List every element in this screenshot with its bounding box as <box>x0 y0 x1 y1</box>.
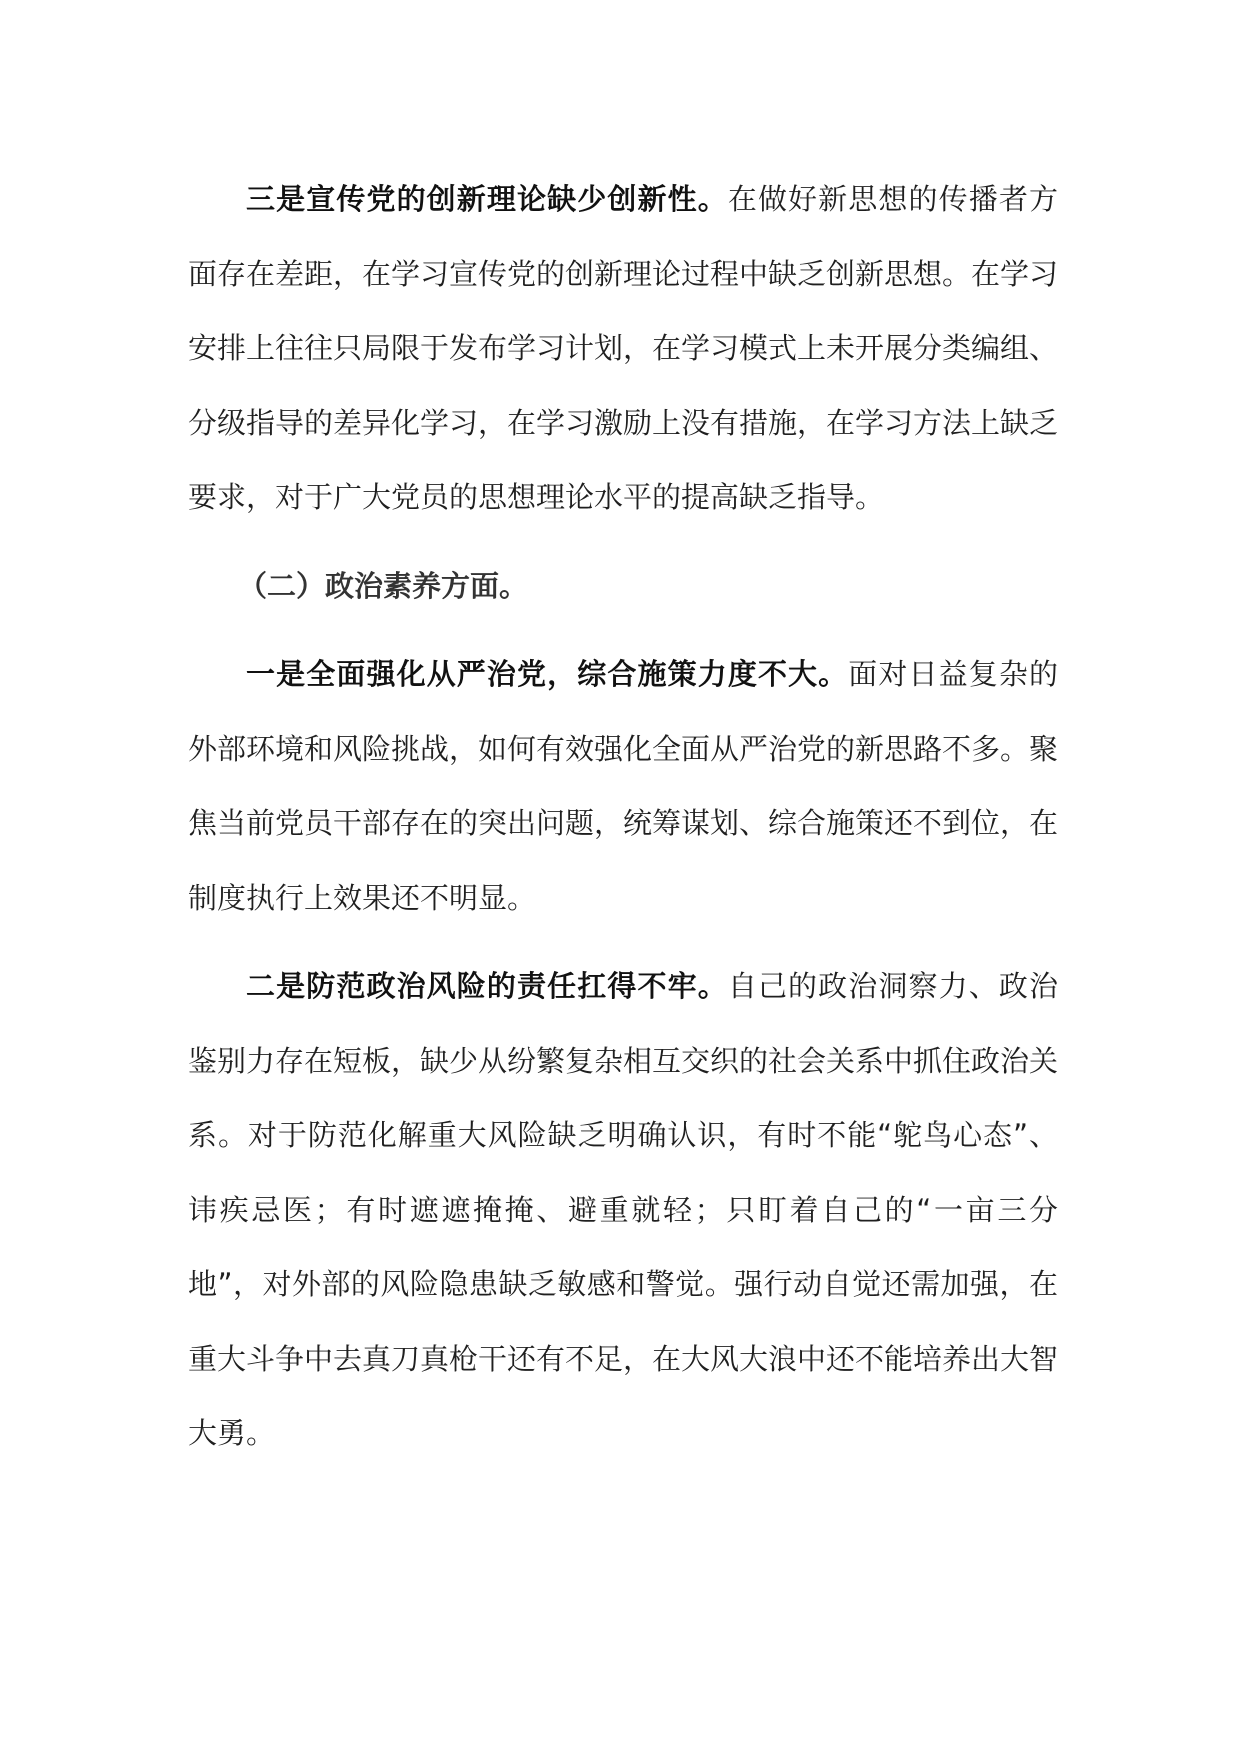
paragraph-lead: 一是全面强化从严治党，综合施策力度不大。 <box>246 657 849 691</box>
paragraph-text: 面对日益复杂的外部环境和风险挑战，如何有效强化全面从严治党的新思路不多。聚焦当前党员干部存在的突出问题，统筹谋划、综合施策还不到位，在制度执行上效果还不明显。 <box>188 657 1059 915</box>
paragraph-text: 在做好新思想的传播者方面存在差距，在学习宣传党的创新理论过程中缺乏创新思想。在学习安排上往往只局限于发布学习计划，在学习模式上未开展分类编组、分级指导的差异化学习，在学习激励上没有措施，在学习方法上缺乏要求，对于广大党员的思想理论水平的提高缺乏指导。 <box>188 182 1059 514</box>
section-heading-political-quality: （二）政治素养方面。 <box>238 568 529 603</box>
paragraph-lead: 三是宣传党的创新理论缺少创新性。 <box>246 182 728 216</box>
paragraph-strict-governance <box>188 637 1058 935</box>
paragraph-political-risk <box>188 949 1058 1471</box>
document-body <box>188 162 1058 1471</box>
paragraph-innovation-theory <box>188 162 1058 535</box>
paragraph-lead: 二是防范政治风险的责任扛得不牢。 <box>246 969 728 1003</box>
paragraph-text: 自己的政治洞察力、政治鉴别力存在短板，缺少从纷繁复杂相互交织的社会关系中抓住政治关系。对于防范化解重大风险缺乏明确认识，有时不能“鸵鸟心态”、讳疾忌医；有时遮遮掩掩、避重就轻；只盯着自己的“一亩三分地”，对外部的风险隐患缺乏敏感和警觉。强行动自觉还需加强，在重大斗争中去真刀真枪干还有不足，在大风大浪中还不能培养出大智大勇。 <box>188 969 1059 1450</box>
